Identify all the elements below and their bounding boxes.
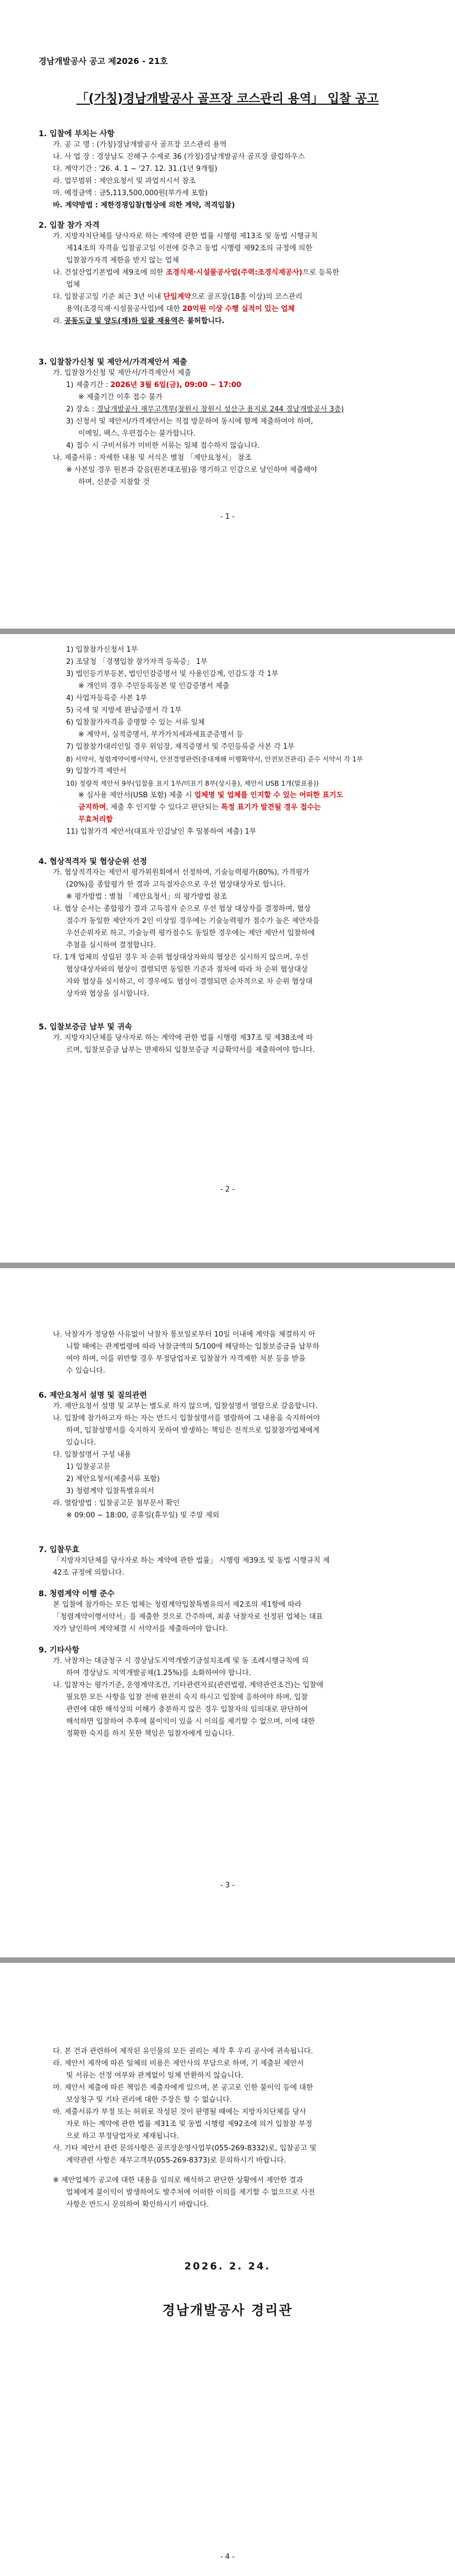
- list-item: 9) 입찰가격 제안서: [66, 767, 127, 775]
- text-run: 2) 장소 :: [66, 405, 97, 414]
- text-run: 나. 건설산업기본법에 제9조에 의한: [53, 269, 166, 277]
- section-title: 8. 청렴계약 이행 준수: [39, 1590, 115, 1598]
- section-line: 4) 접수 시 구비서류가 미비한 서류는 일체 접수하지 않습니다.: [66, 442, 260, 450]
- signature-organization: 경남개발공사 경리관: [162, 2303, 293, 2318]
- list-item: 4) 사업자등록증 사본 1부: [66, 694, 148, 702]
- section-line: 이메일, 팩스, 우편접수는 불가합니다.: [78, 430, 196, 438]
- section-line: 가. 지방자치단체를 당사자로 하는 계약에 관한 법률 시행령 제13조 및 동법 시행규칙: [53, 232, 318, 240]
- section-1: [39, 128, 419, 212]
- section-line: 정확한 숙지를 하지 못한 책임은 입찰자에게 있습니다.: [66, 1730, 235, 1738]
- section-9-continued: [39, 2046, 419, 2211]
- section-line: 하며, 입찰설명서를 숙지하지 못하여 발생하는 책임은 전적으로 입찰참가업체에게: [66, 1426, 320, 1435]
- emphasis-text: 공동도급 및 양도(재)하 일괄 재용역: [64, 317, 178, 325]
- section-line: 바. 제출서류가 부정 또는 허위로 작성된 것이 판명될 때에는 지방자치단체를 당사: [53, 2108, 306, 2116]
- section-line: 가. 공 고 명 : (가칭)경남개발공사 골프장 코스관리 용역: [53, 141, 227, 149]
- section-6: [39, 1389, 419, 1522]
- text-run: , 제출 후 인지할 수 있다고 판단되는: [106, 803, 221, 812]
- page-4: [0, 1963, 455, 2576]
- section-line: 자로 하는 계약에 관한 법률 제31조 및 동법 시행령 제92조에 의거 입찰참 부정: [66, 2120, 312, 2128]
- section-line: 라. 열람방법 : 입찰공고문 첨부문서 확인: [53, 1499, 180, 1507]
- section-title: 3. 입찰참가신청 및 제안서/가격제안서 제출: [39, 358, 187, 367]
- section-line: 업체: [66, 281, 80, 289]
- section-line: 관련에 대한 해석상의 이해가 충분하지 않은 경우 입찰자의 임의대로 판단하여: [66, 1705, 308, 1714]
- page-number: - 3 -: [220, 1881, 235, 1890]
- page-2: [0, 634, 455, 1263]
- section-5: [39, 1021, 419, 1056]
- section-line: 협상대상자와의 협상이 결렬되면 동일한 기준과 절차에 따라 차 순위 협상대상: [66, 965, 308, 974]
- section-title: 4. 협상적격자 및 협상순위 선정: [39, 857, 147, 866]
- section-7: [39, 1544, 419, 1579]
- section-line: 나. 협상 순서는 종합평가 결과 고득점자 순으로 우선 협상 대상자를 결정하며, 협상: [53, 905, 311, 913]
- section-9: [39, 1644, 419, 1740]
- section-line: 르며, 입찰보증금 납부는 면제하되 입찰보증금 지급확약서를 제출하여야 합니다.: [66, 1046, 315, 1054]
- section-line: 사. 기타 제안서 관련 문의사항은 골프장운영사업부(055-269-8332)로, 입찰공고 및: [53, 2144, 317, 2153]
- section-line: 나. 사 업 장 : 경상남도 진해구 수제로 36 (가칭)경남개발공사 골프장 클럽하우스: [53, 153, 305, 161]
- section-line: 라. 업무범위 : 제안요청서 및 과업지시서 참조: [53, 177, 196, 185]
- section-line: 마. 제안서 제출에 따른 책임은 제출자에게 있으며, 본 공고로 인한 불이익 등에 대한: [53, 2084, 313, 2092]
- section-line: [39, 315, 419, 328]
- list-item: 3) 법인등기부등본, 법인인감증명서 및 사용인감계, 인감도장 각 1부: [66, 670, 279, 678]
- section-2: [39, 219, 419, 328]
- section-title: 1. 입찰에 부치는 사항: [39, 130, 115, 138]
- page-3: [0, 1268, 455, 1957]
- text-run: 라.: [53, 317, 64, 325]
- section-line: 제14조의 자격을 입찰공고일 이전에 갖추고 동법 시행령 제92조의 규정에 의한: [66, 244, 313, 253]
- section-line: 하며, 신분증 지참할 것: [78, 478, 150, 486]
- section-title: 2. 입찰 참가 자격: [39, 221, 100, 230]
- section-line: 필요한 모든 사항을 입찰 전에 완전히 숙지 하시고 입찰에 응하여야 하며, 입찰: [66, 1693, 308, 1702]
- section-line: 해석하면 입찰하여 추후에 불이익이 있을 시 이의를 제기할 수 없으며, 이에 대한: [66, 1718, 315, 1726]
- text-run: ※ 심사용 제안서(USB 포함) 제출 시: [78, 791, 194, 799]
- list-item: 11) 입찰가격 제안서(대표자 인감날인 후 밀봉하여 제출) 1부: [66, 828, 257, 836]
- section-line: 본 입찰에 참가하는 모든 업체는 청렴계약입찰특별유의서 제2조의 제1항에 따라: [53, 1601, 302, 1609]
- highlight-text: 무효처리함: [78, 815, 113, 824]
- section-line: 상자와 협상을 실시합니다.: [66, 990, 149, 998]
- page-1: [0, 0, 455, 629]
- section-line: 자가 날인하여 계약체결 시 서약서를 제출하여야 합니다.: [53, 1625, 228, 1633]
- list-item: 6) 입찰참가자격을 증명할 수 있는 서류 일체: [66, 718, 205, 727]
- section-line: ※ 평가방법 : 별첨 「제안요청서」의 평가방법 참조: [66, 893, 228, 901]
- document-list: [39, 644, 419, 838]
- list-item: [39, 790, 419, 802]
- section-3: [39, 356, 419, 489]
- list-item: 1) 입찰참가신청서 1부: [66, 646, 138, 654]
- section-line: 여야 하며, 이를 위반할 경우 부정당업자로 입찰참가 자격제한 처분 등을 받을: [66, 1355, 306, 1363]
- section-title: 5. 입찰보증금 납부 및 귀속: [39, 1023, 132, 1032]
- section-line: 계약관련 사항은 재무고객부(055-269-8373)로 문의하시기 바랍니다.: [66, 2156, 286, 2165]
- document-title: 「(가칭)경남개발공사 골프장 코스관리 용역」 입찰 공고: [76, 92, 379, 106]
- section-line: 나. 낙찰자가 정당한 사유없이 낙찰자 통보일로부터 10일 이내에 계약을 체결하지 아: [53, 1330, 316, 1339]
- text-run: 은 불허합니다.: [177, 317, 225, 325]
- section-line: 「지방자치단체를 당사자로 하는 계약에 관한 법률」 시행령 제39조 및 동법 시행규칙 제: [53, 1557, 330, 1565]
- section-line: ※ 제출기간 이후 접수 불가: [78, 393, 163, 401]
- section-line: 바. 계약방법 : 제한경쟁입찰(협상에 의한 계약, 적격입찰): [53, 201, 235, 210]
- section-line: 추첨을 실시하여 결정합니다.: [66, 941, 156, 949]
- list-item: 7) 입찰참가대리인일 경우 위임장, 재직증명서 및 주민등록증 사본 각 1부: [66, 743, 295, 751]
- section-line: 사항은 반드시 문의하여 확인하시기 바랍니다.: [66, 2201, 209, 2209]
- section-line: 1) 입찰공고문: [66, 1463, 111, 1471]
- section-line: ※ 09:00 ~ 18:00, 공휴일(휴무일) 및 주말 제외: [66, 1511, 220, 1520]
- section-line: 가. 지방자치단체를 당사자로 하는 계약에 관한 법률 시행령 제37조 및 제38조에 따: [53, 1034, 313, 1042]
- section-line: 우선순위자로 하고, 기술능력 평가점수도 동일한 경우에는 제안 제안서 입찰하에: [66, 929, 315, 937]
- section-title: 6. 제안요청서 설명 및 질의관련: [39, 1391, 147, 1400]
- section-line: 수 있습니다.: [66, 1367, 106, 1375]
- highlight-text: 업체명 및 업체를 인지할 수 있는 어떠한 표기도: [194, 791, 343, 799]
- highlight-text: 금지하며: [78, 803, 106, 812]
- section-line: 가. 입찰참가신청 및 제안서/가격제안서 제출: [53, 369, 192, 377]
- highlight-text: 특정 표기가 발견될 경우 접수는: [221, 803, 321, 812]
- highlight-text: 20억원 이상 수행 실적이 있는 업체: [182, 305, 295, 313]
- section-line: 다. 1개 업체의 성립된 경우 차 순위 협상대상자와의 협상은 실시하지 않으며, 우선: [53, 953, 308, 962]
- page-number: - 2 -: [220, 1185, 235, 1194]
- page-number: - 4 -: [220, 2553, 235, 2561]
- highlight-text: 2026년 3월 6일(금), 09:00 ~ 17:00: [110, 381, 241, 389]
- section-line: [39, 303, 419, 315]
- section-line: 및 서류는 선정 여부와 관계없이 일체 반환하지 않습니다.: [66, 2071, 243, 2080]
- highlight-text: 단일계약: [163, 293, 191, 301]
- section-line: ※ 제안업체가 공고에 대한 내용을 임의로 해석하고 판단한 상황에서 제안한 결과: [53, 2176, 304, 2185]
- section-4: [39, 856, 419, 1000]
- page-number: - 1 -: [220, 513, 235, 521]
- section-line: 니할 때에는 관계법령에 따라 낙찰금액의 5/100에 해당하는 입찰보증금을 납부하: [66, 1343, 319, 1351]
- signature-date: 2026. 2. 24.: [184, 2261, 271, 2272]
- section-line: 자와 협상을 실시하고, 이 경우에도 협상이 결렬되면 순차적으로 차 순위 협상대: [66, 978, 313, 986]
- section-line: [39, 379, 419, 391]
- section-line: 라. 제안서 제작에 따른 일체의 비용은 제안사의 부담으로 하며, 기 제출된 제안서: [53, 2059, 304, 2068]
- section-title: 7. 입찰무효: [39, 1545, 80, 1554]
- section-line: 「청렴계약이행서약서」를 제출한 것으로 간주하며, 최종 낙찰자로 선정된 업체는 대표: [53, 1613, 323, 1621]
- section-line: 3) 신청서 및 제안서/가격제안서는 직접 방문하여 동시에 함께 제출하여야 하며,: [66, 417, 313, 426]
- list-item: 5) 국세 및 지방세 완납증명서 각 1부: [66, 706, 182, 715]
- section-line: 으로 하고 부정당업자로 제재됩니다.: [66, 2132, 179, 2140]
- section-line: 가. 낙찰자는 대금청구 시 경상남도지역개발기금설치조례 및 동 조례시행규칙에 의: [53, 1657, 309, 1665]
- section-line: 하여 경상남도 지역개발공채(1.25%)를 소화하여야 합니다.: [66, 1669, 251, 1677]
- section-line: 점수가 동일한 제안자가 2인 이상일 경우에는 기술능력평가 점수가 높은 제안자를: [66, 917, 319, 925]
- section-8: [39, 1588, 419, 1635]
- section-line: 나. 입찰자는 평가기준, 운영계약조건, 기타관련자료(관련법령, 계약관련조건)는 입찰에: [53, 1681, 323, 1689]
- list-item: 2) 조달청 「경쟁입찰 참가자격 등록증」 1부: [66, 658, 208, 666]
- section-line: 가. 협상적격자는 제안서 평가위원회에서 선정하며, 기술능력평가(80%), 가격평가: [53, 868, 310, 877]
- section-line: 입찰참가자격 제한을 받지 않는 업체: [66, 256, 179, 265]
- section-line: 2) 제안요청서(제출서류 포함): [66, 1475, 160, 1483]
- section-line: ※ 사본일 경우 원본과 같음(원본대조필)을 명기하고 인감으로 날인하여 제출해야: [66, 466, 317, 474]
- section-line: 업체에게 불이익이 발생하여도 발주처에 어떠한 이의를 제기할 수 없으므로 사전: [66, 2188, 315, 2197]
- highlight-text: 조경식재·시설물공사업(주력:조경식재공사): [165, 269, 302, 277]
- section-line: 마. 예정금액 : 금5,113,500,000원(부가세 포함): [53, 189, 208, 197]
- section-line: [39, 404, 419, 416]
- section-line: 가. 제안요청서 설명 및 교부는 별도로 하지 않으며, 입찰설명서 열람으로 갈음합니다.: [53, 1402, 318, 1410]
- text-run: 용역(조경식재·시설물공사업)에 대한: [66, 305, 182, 313]
- text-run: 1) 제출기간 :: [66, 381, 111, 389]
- list-item: ※ 개인의 경우 주민등록등본 및 인감증명서 제출: [78, 682, 230, 690]
- list-item: [39, 814, 419, 826]
- list-item: 10) 정량적 제안서 9부(입찰용 표지 1부/미표기 8부(상시용), 제안서 USB 1개(발표용)): [66, 780, 319, 787]
- section-line: 있습니다.: [66, 1439, 96, 1447]
- notice-number: 경남개발공사 공고 제2026 - 21호: [39, 56, 168, 66]
- section-line: 나. 입찰에 참가하고자 하는 자는 반드시 입찰설명서를 열람하여 그 내용을 숙지하여야: [53, 1414, 320, 1423]
- section-line: 다. 입찰설명서 구성 내용: [53, 1451, 132, 1459]
- text-run: 다. 입찰공고일 기준 최근 3년 이내: [53, 293, 164, 301]
- section-line: [39, 291, 419, 303]
- section-line: 다. 계약기간 : '26. 4. 1 ~ '27. 12. 31.(1년 9개월): [53, 165, 218, 173]
- text-run: 경남개발공사 재무고객부(창원시 창원시 성산구 용지로 244 경남개발공사 3층): [96, 405, 344, 414]
- text-run: 으로 등록한: [302, 269, 339, 277]
- section-5-continued: [39, 1329, 419, 1377]
- section-line: 42조 규정에 의합니다.: [53, 1569, 124, 1577]
- section-title: 9. 기타사항: [39, 1646, 80, 1655]
- section-line: 3) 청렴계약 입찰특별유의서: [66, 1487, 154, 1495]
- list-item: ※ 계약서, 실적증명서, 부가가치세과세표준증명서 등: [78, 731, 243, 739]
- section-line: [39, 267, 419, 279]
- section-line: 보상청구 및 기타 권리에 대한 주장은 할 수 없습니다.: [66, 2096, 232, 2104]
- text-run: 으로 골프장(18홀 이상)의 코스관리: [191, 293, 303, 301]
- section-line: (20%)를 종합평가 한 결과 고득점자순으로 우선 협상대상자로 합니다.: [66, 881, 286, 889]
- section-line: 다. 본 건과 관련하여 제작된 유인물의 모든 권리는 제작 후 우리 공사에 귀속됩니다.: [53, 2047, 313, 2056]
- list-item: 8) 서약서, 청렴계약이행서약서, 안전경영관련(중대재해 이행확약서, 안전보건관리) 준수 서약서 각 1부: [66, 755, 363, 763]
- section-line: 나. 제출서류 : 자세한 내용 및 서식은 별첨 「제안요청서」 참조: [53, 454, 252, 462]
- list-item: [39, 802, 419, 814]
